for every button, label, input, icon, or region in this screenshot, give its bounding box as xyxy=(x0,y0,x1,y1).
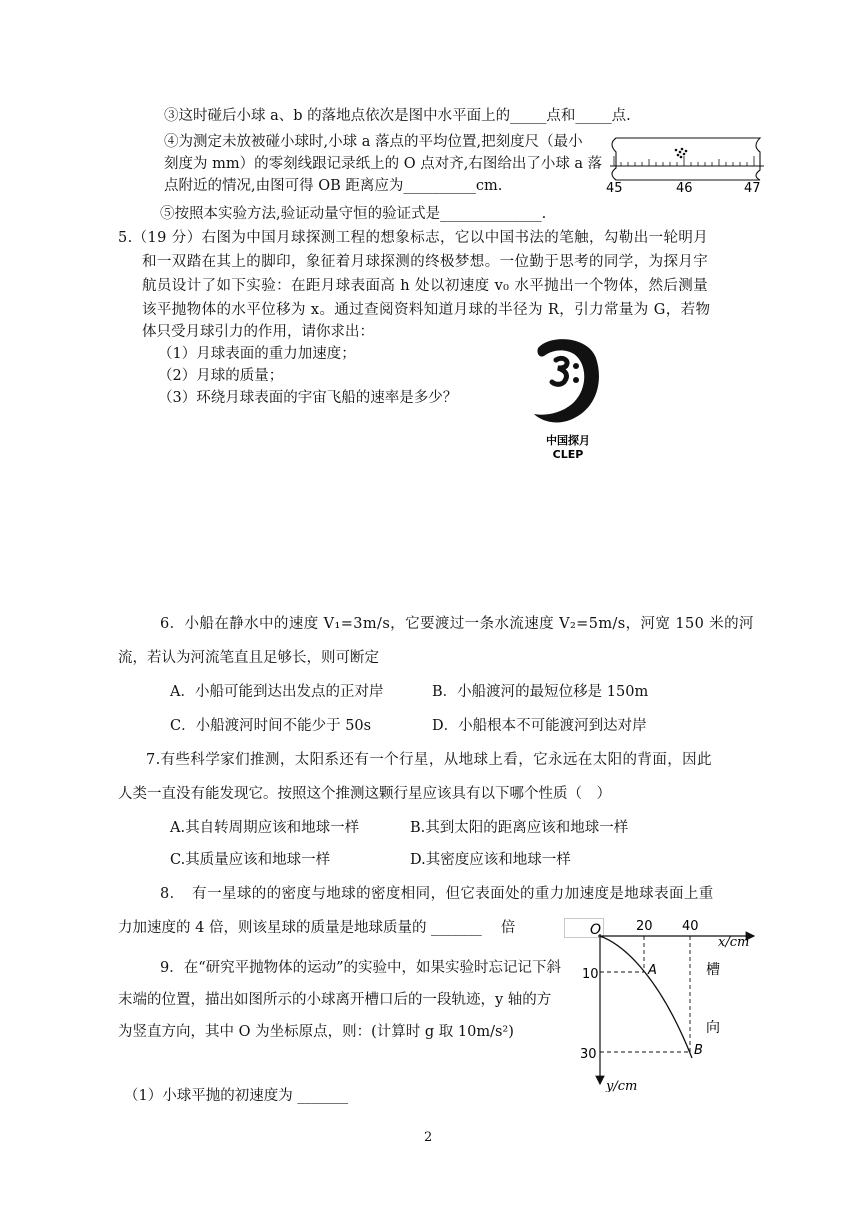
clep-logo xyxy=(530,334,606,464)
q7-option-b: B.其到太阳的距离应该和地球一样 xyxy=(410,820,629,836)
q7-option-a: A.其自转周期应该和地球一样 xyxy=(170,820,360,836)
point-b-label: B xyxy=(694,1043,703,1058)
q6-line-1: 6．小船在静水中的速度 V₁=3m/s，它要渡过一条水流速度 V₂=5m/s，河宽 150 米的河 xyxy=(160,616,754,632)
ruler-tick-45: 45 xyxy=(606,181,623,194)
logo-text-cn: 中国探月 xyxy=(546,434,590,447)
q4-line-5: ⑤按照本实验方法,验证动量守恒的验证式是______________. xyxy=(160,206,547,222)
x-axis-label: x/cm xyxy=(718,935,750,950)
q9-line-3: 为竖直方向，其中 O 为坐标原点，则：(计算时 g 取 10m/s²) xyxy=(118,1024,514,1040)
ruler-tick-46: 46 xyxy=(676,181,693,194)
q4-line-4a: ④为测定未放被碰小球时,小球 a 落点的平均位置,把刻度尺（最小 xyxy=(164,134,583,150)
trajectory-graph xyxy=(572,912,772,1092)
ruler-tick-47: 47 xyxy=(744,181,761,194)
q4-line-4c: 点附近的情况,由图可得 OB 距离应为__________cm. xyxy=(164,178,503,194)
q5-line-3: 航员设计了如下实验：在距月球表面高 h 处以初速度 v₀ 水平抛出一个物体，然后测量 xyxy=(142,278,709,294)
side-char-2: 向 xyxy=(706,1020,720,1036)
y-tick-10: 10 xyxy=(582,967,599,982)
q8-line-1: 8． 有一星球的的密度与地球的密度相同，但它表面处的重力加速度是地球表面上重 xyxy=(160,886,714,902)
q4-line-4b: 刻度为 mm）的零刻线跟记录纸上的 O 点对齐,右图给出了小球 a 落 xyxy=(164,156,603,172)
q4-line-3: ③这时碰后小球 a、b 的落地点依次是图中水平面上的_____点和_____点. xyxy=(164,108,631,124)
q5-line-5: 体只受月球引力的作用，请你求出： xyxy=(142,324,374,340)
q8-line-2: 力加速度的 4 倍，则该星球的质量是地球质量的 _______ 倍 xyxy=(118,920,516,936)
q6-line-2: 流，若认为河流笔直且足够长，则可断定 xyxy=(118,650,379,666)
x-tick-20: 20 xyxy=(636,919,653,934)
ruler-figure xyxy=(602,130,768,194)
q9-line-1: 9．在“研究平抛物体的运动”的实验中，如果实验时忘记记下斜 xyxy=(160,960,562,976)
y-axis-label: y/cm xyxy=(606,1079,638,1092)
q7-option-c: C.其质量应该和地球一样 xyxy=(170,852,331,868)
q6-option-d: D．小船根本不可能渡河到达对岸 xyxy=(432,718,647,734)
origin-label: O xyxy=(590,922,602,938)
x-tick-40: 40 xyxy=(682,919,699,934)
q7-line-2: 人类一直没有能发现它。按照这个推测这颗行星应该具有以下哪个性质（ ） xyxy=(118,786,611,802)
q6-option-c: C．小船渡河时间不能少于 50s xyxy=(170,718,372,734)
q5-line-1: 5.（19 分）右图为中国月球探测工程的想象标志，它以中国书法的笔触，勾勒出一轮明月 xyxy=(118,230,709,246)
q6-option-b: B．小船渡河的最短位移是 150m xyxy=(432,684,649,700)
q9-line-2: 末端的位置，描出如图所示的小球离开槽口后的一段轨迹，y 轴的方 xyxy=(118,992,552,1008)
logo-text-en: CLEP xyxy=(552,448,584,461)
trajectory-curve xyxy=(600,936,692,1058)
q6-option-a: A．小船可能到达出发点的正对岸 xyxy=(170,684,384,700)
q9-sub-1: （1）小球平抛的初速度为 _______ xyxy=(124,1088,349,1104)
page-number: 2 xyxy=(424,1130,433,1145)
q7-line-1: 7.有些科学家们推测，太阳系还有一个行星，从地球上看，它永远在太阳的背面，因此 xyxy=(146,752,712,768)
point-a-label: A xyxy=(648,963,657,978)
q5-sub-1: （1）月球表面的重力加速度； xyxy=(158,346,356,362)
q5-line-4: 该平抛物体的水平位移为 x。通过查阅资料知道月球的半径为 R，引力常量为 G，若物 xyxy=(142,302,711,318)
y-tick-30: 30 xyxy=(580,1047,597,1062)
q5-sub-2: （2）月球的质量； xyxy=(158,368,284,384)
q5-sub-3: （3）环绕月球表面的宇宙飞船的速率是多少？ xyxy=(158,390,458,406)
side-char-1: 槽 xyxy=(706,962,720,978)
q7-option-d: D.其密度应该和地球一样 xyxy=(410,852,571,868)
q5-line-2: 和一双踏在其上的脚印，象征着月球探测的终极梦想。一位勤于思考的同学，为探月宇 xyxy=(142,254,709,270)
